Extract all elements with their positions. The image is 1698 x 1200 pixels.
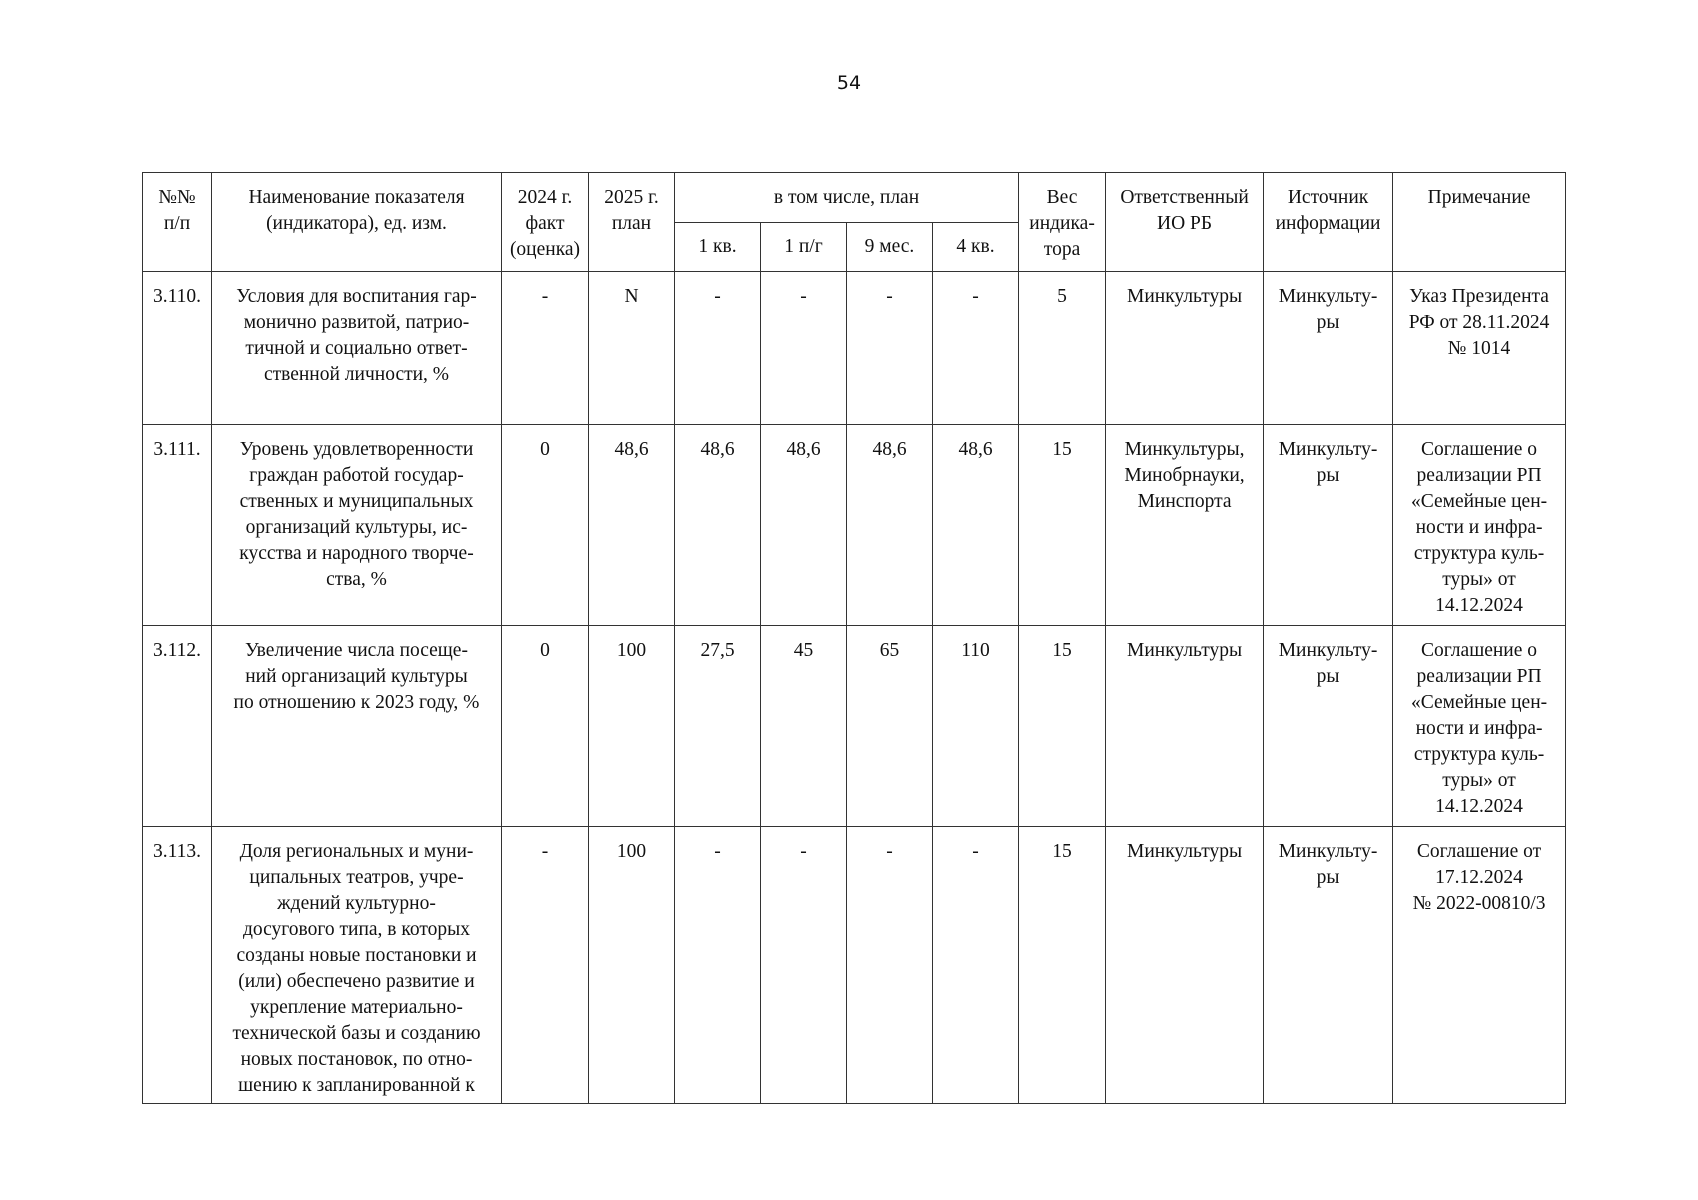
row-plan-2025: N [589,272,675,425]
row-9m: 48,6 [847,425,933,626]
row-9m: - [847,827,933,1104]
row-q1: - [675,827,761,1104]
row-source: Минкульту- ры [1264,626,1393,827]
row-h1: - [761,827,847,1104]
row-responsible: Минкультуры, Минобрнауки, Минспорта [1106,425,1264,626]
header-q4: 4 кв. [933,223,1019,272]
row-h1: - [761,272,847,425]
row-source: Минкульту- ры [1264,425,1393,626]
row-num: 3.113. [143,827,212,1104]
row-responsible: Минкультуры [1106,272,1264,425]
row-q1: 48,6 [675,425,761,626]
table-row [143,425,1566,626]
indicators-table [142,172,1566,1104]
row-weight: 15 [1019,827,1106,1104]
row-q4: - [933,272,1019,425]
row-q1: 27,5 [675,626,761,827]
table-header [143,173,1566,272]
row-9m: - [847,272,933,425]
page-number: 54 [836,72,862,94]
table-row [143,626,1566,827]
header-h1: 1 п/г [761,223,847,272]
row-fact-2024: - [502,827,589,1104]
header-num: №№ п/п [143,173,212,272]
row-num: 3.111. [143,425,212,626]
row-q4: 110 [933,626,1019,827]
row-responsible: Минкультуры [1106,827,1264,1104]
row-plan-2025: 100 [589,827,675,1104]
header-fact-2024: 2024 г. факт (оценка) [502,173,589,272]
row-source: Минкульту- ры [1264,272,1393,425]
header-q1: 1 кв. [675,223,761,272]
row-note: Соглашение о реализации РП «Семейные цен- ности и инфра- структура куль- туры» от 14.12.2024 [1393,425,1566,626]
row-name: Условия для воспитания гар- монично развитой, патрио- тичной и социально ответ- ственной личности, % [212,272,502,425]
table-row [143,827,1566,1104]
row-q4: 48,6 [933,425,1019,626]
row-q1: - [675,272,761,425]
row-num: 3.110. [143,272,212,425]
row-note: Соглашение от 17.12.2024 № 2022-00810/3 [1393,827,1566,1104]
row-name: Уровень удовлетворенности граждан работой государ- ственных и муниципальных организаций культуры, ис- кусства и народного творче- ства, % [212,425,502,626]
header-weight: Вес индика- тора [1019,173,1106,272]
row-h1: 45 [761,626,847,827]
header-name: Наименование показателя (индикатора), ед. изм. [212,173,502,272]
row-weight: 15 [1019,425,1106,626]
row-q4: - [933,827,1019,1104]
row-h1: 48,6 [761,425,847,626]
header-note: Примечание [1393,173,1566,272]
header-9m: 9 мес. [847,223,933,272]
row-source: Минкульту- ры [1264,827,1393,1104]
row-plan-2025: 100 [589,626,675,827]
row-weight: 15 [1019,626,1106,827]
row-weight: 5 [1019,272,1106,425]
row-note: Указ Президента РФ от 28.11.2024 № 1014 [1393,272,1566,425]
row-plan-2025: 48,6 [589,425,675,626]
row-fact-2024: 0 [502,425,589,626]
row-responsible: Минкультуры [1106,626,1264,827]
header-plan-2025: 2025 г. план [589,173,675,272]
header-responsible: Ответственный ИО РБ [1106,173,1264,272]
table-row [143,272,1566,425]
row-num: 3.112. [143,626,212,827]
row-fact-2024: - [502,272,589,425]
header-source: Источник информации [1264,173,1393,272]
row-note: Соглашение о реализации РП «Семейные цен- ности и инфра- структура куль- туры» от 14.12.2024 [1393,626,1566,827]
row-fact-2024: 0 [502,626,589,827]
row-name: Доля региональных и муни- ципальных театров, учре- ждений культурно- досугового типа, в которых созданы новые постановки и (или) обеспечено развитие и укрепление материально- технической базы и созданию новых постановок, по отно- шению к запланированной к [212,827,502,1104]
header-including-plan: в том числе, план [675,173,1019,223]
row-name: Увеличение числа посеще- ний организаций культуры по отношению к 2023 году, % [212,626,502,827]
row-9m: 65 [847,626,933,827]
